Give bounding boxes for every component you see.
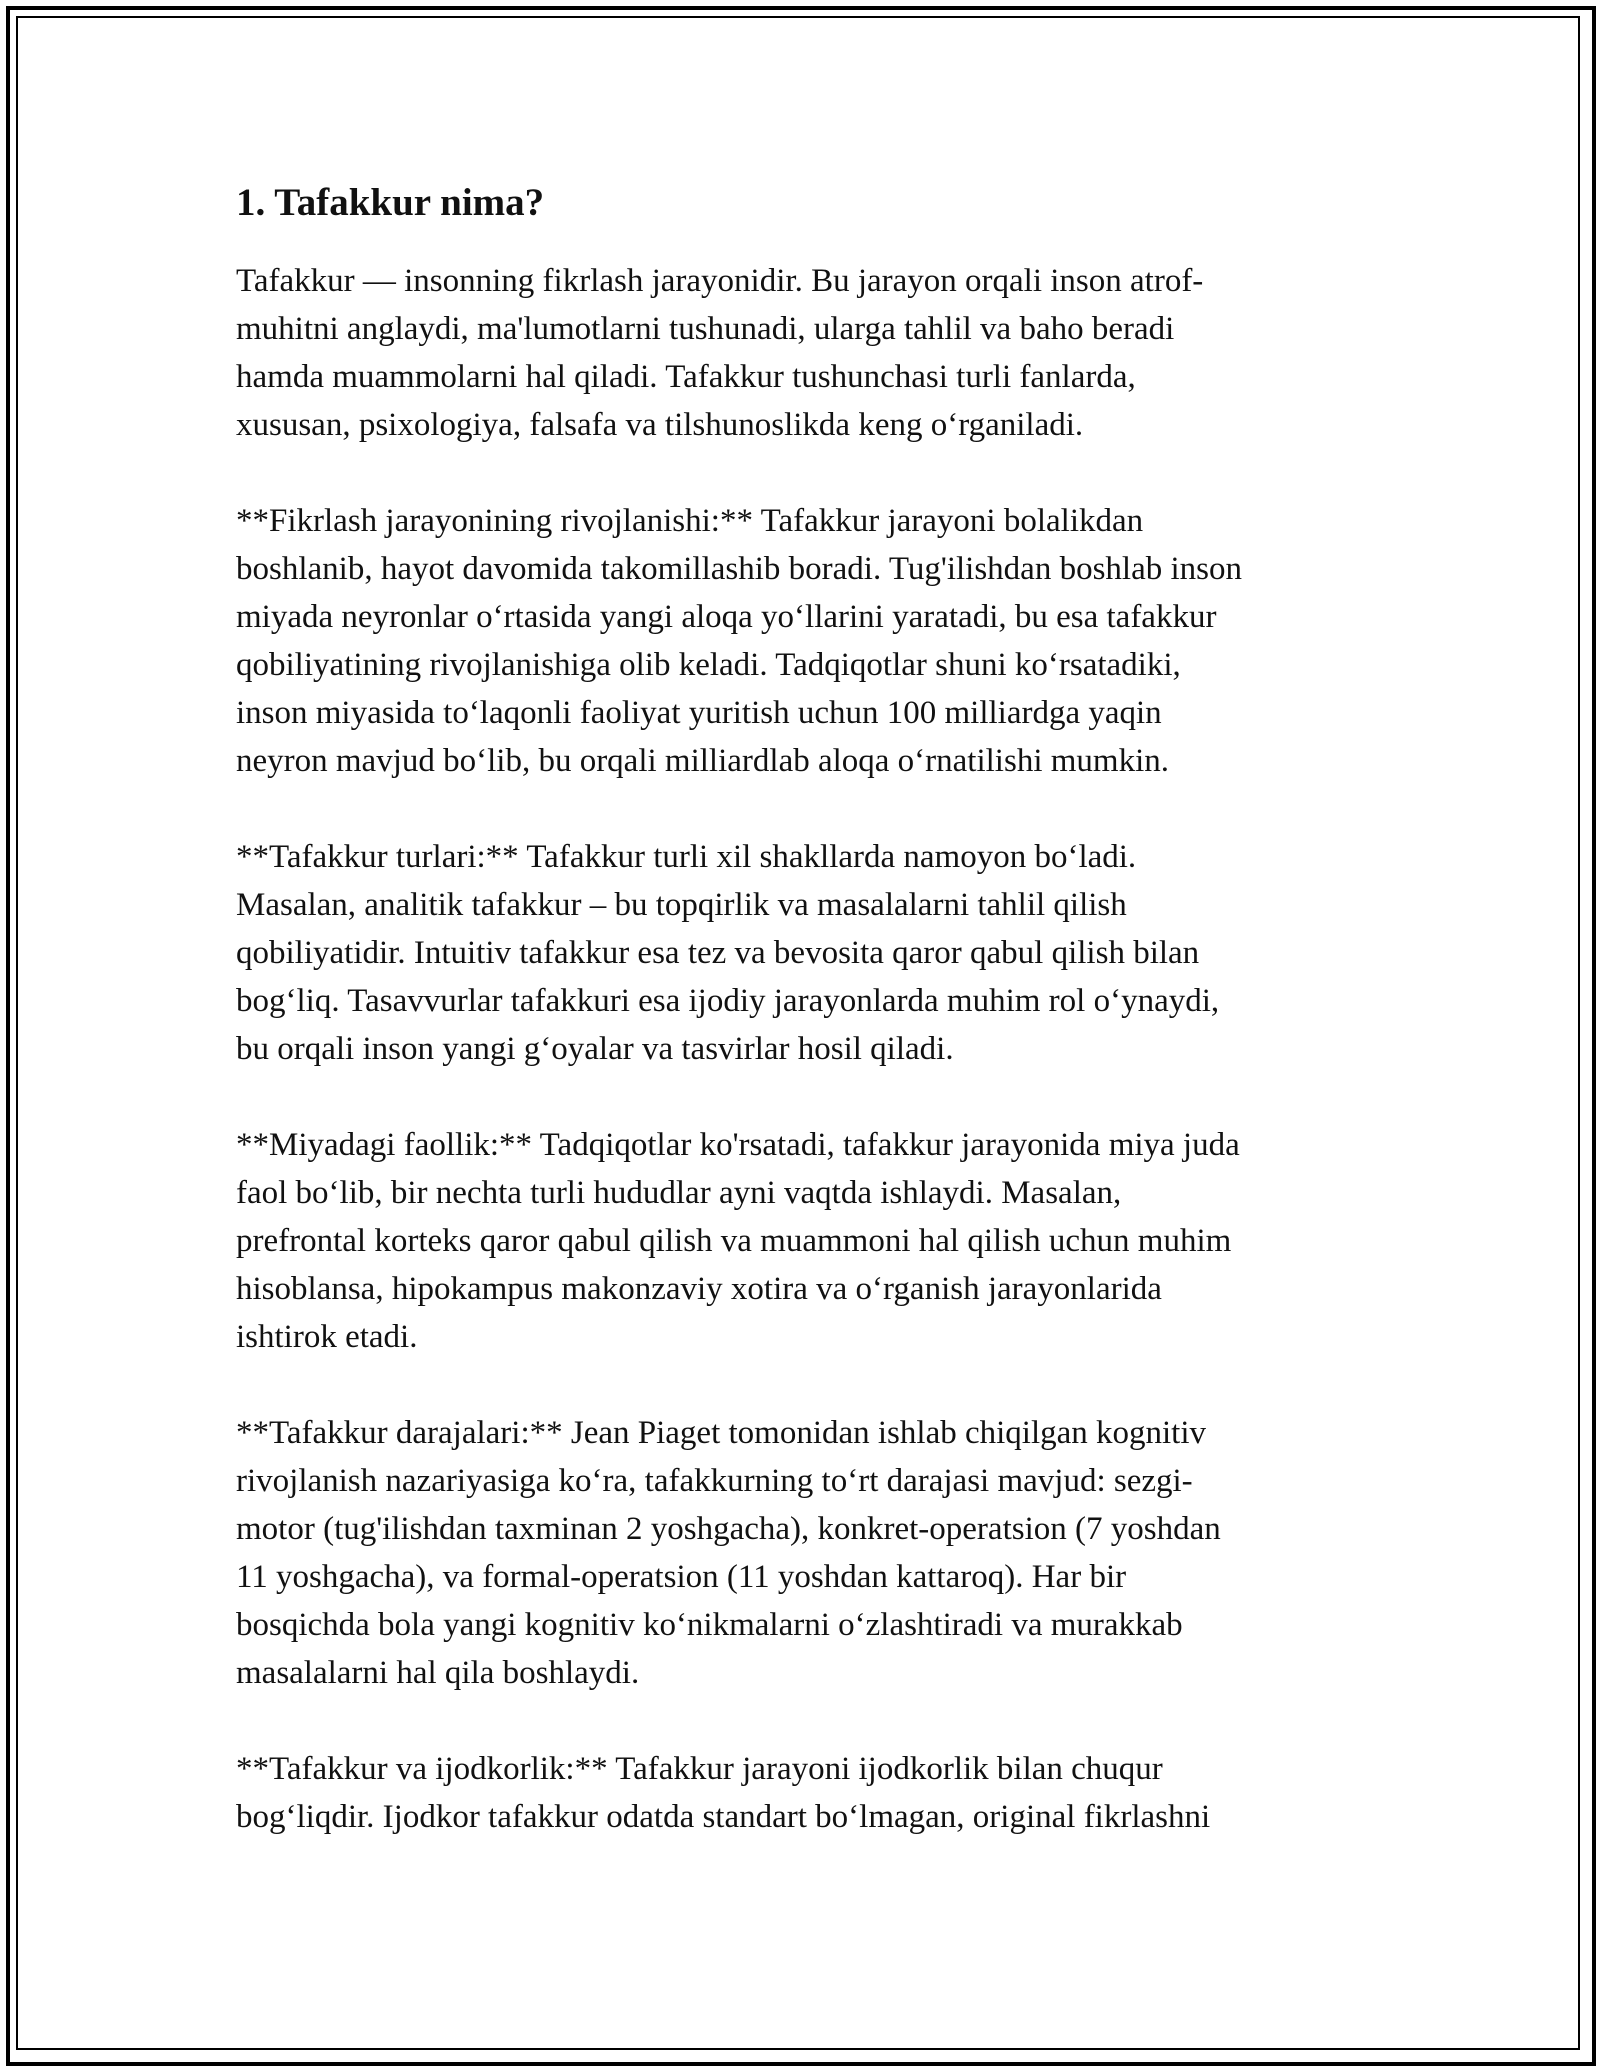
paragraph-line: bog‘liq. Tasavvurlar tafakkuri esa ijodiy jarayonlarda muhim rol o‘ynaydi, [236, 982, 1220, 1019]
paragraph-line: ishtirok etadi. [236, 1318, 418, 1355]
paragraph [236, 257, 1366, 449]
paragraph-line: Tafakkur — insonning fikrlash jarayonidir. Bu jarayon orqali inson atrof- [236, 262, 1204, 299]
paragraph-line: muhitni anglaydi, ma'lumotlarni tushunadi, ularga tahlil va baho beradi [236, 310, 1175, 347]
paragraph [236, 497, 1366, 785]
paragraph-line: **Fikrlash jarayonining rivojlanishi:** Tafakkur jarayoni bolalikdan [236, 502, 1144, 539]
paragraph-list [236, 257, 1366, 1841]
paragraph-line: faol bo‘lib, bir nechta turli hududlar ayni vaqtda ishlaydi. Masalan, [236, 1174, 1122, 1211]
paragraph-line: **Tafakkur turlari:** Tafakkur turli xil shakllarda namoyon bo‘ladi. [236, 838, 1137, 875]
paragraph-line: Masalan, analitik tafakkur – bu topqirlik va masalalarni tahlil qilish [236, 886, 1127, 923]
paragraph-line: hamda muammolarni hal qiladi. Tafakkur tushunchasi turli fanlarda, [236, 358, 1136, 395]
paragraph-line: **Miyadagi faollik:** Tadqiqotlar ko'rsatadi, tafakkur jarayonida miya juda [236, 1126, 1240, 1163]
paragraph-line: neyron mavjud bo‘lib, bu orqali milliardlab aloqa o‘rnatilishi mumkin. [236, 742, 1169, 779]
paragraph-line: qobiliyatining rivojlanishiga olib keladi. Tadqiqotlar shuni ko‘rsatadiki, [236, 646, 1181, 683]
paragraph-line: rivojlanish nazariyasiga ko‘ra, tafakkurning to‘rt darajasi mavjud: sezgi- [236, 1462, 1193, 1499]
paragraph-line: 11 yoshgacha), va formal-operatsion (11 yoshdan kattaroq). Har bir [236, 1558, 1127, 1595]
paragraph-line: xususan, psixologiya, falsafa va tilshunoslikda keng o‘rganiladi. [236, 406, 1084, 443]
paragraph-line: hisoblansa, hipokampus makonzaviy xotira va o‘rganish jarayonlarida [236, 1270, 1162, 1307]
paragraph-line: inson miyasida to‘laqonli faoliyat yuritish uchun 100 milliardga yaqin [236, 694, 1162, 731]
paragraph [236, 833, 1366, 1073]
section-heading: 1. Tafakkur nima? [236, 181, 545, 224]
paragraph-line: qobiliyatidir. Intuitiv tafakkur esa tez va bevosita qaror qabul qilish bilan [236, 934, 1200, 971]
paragraph [236, 1409, 1366, 1697]
paragraph-line: masalalarni hal qila boshlaydi. [236, 1654, 640, 1691]
paragraph-line: **Tafakkur darajalari:** Jean Piaget tomonidan ishlab chiqilgan kognitiv [236, 1414, 1207, 1451]
paragraph-line: bosqichda bola yangi kognitiv ko‘nikmalarni o‘zlashtiradi va murakkab [236, 1606, 1183, 1643]
paragraph-line: boshlanib, hayot davomida takomillashib boradi. Tug'ilishdan boshlab inson [236, 550, 1242, 587]
paragraph-line: motor (tug'ilishdan taxminan 2 yoshgacha), konkret-operatsion (7 yoshdan [236, 1510, 1221, 1547]
paragraph-line: prefrontal korteks qaror qabul qilish va muammoni hal qilish uchun muhim [236, 1222, 1232, 1259]
paragraph [236, 1745, 1366, 1841]
paragraph-line: bu orqali inson yangi g‘oyalar va tasvirlar hosil qiladi. [236, 1030, 954, 1067]
document-body [236, 180, 1366, 1841]
paragraph-line: miyada neyronlar o‘rtasida yangi aloqa yo‘llarini yaratadi, bu esa tafakkur [236, 598, 1217, 635]
paragraph-line: **Tafakkur va ijodkorlik:** Tafakkur jarayoni ijodkorlik bilan chuqur [236, 1750, 1163, 1787]
paragraph [236, 1121, 1366, 1361]
paragraph-line: bog‘liqdir. Ijodkor tafakkur odatda standart bo‘lmagan, original fikrlashni [236, 1798, 1211, 1835]
